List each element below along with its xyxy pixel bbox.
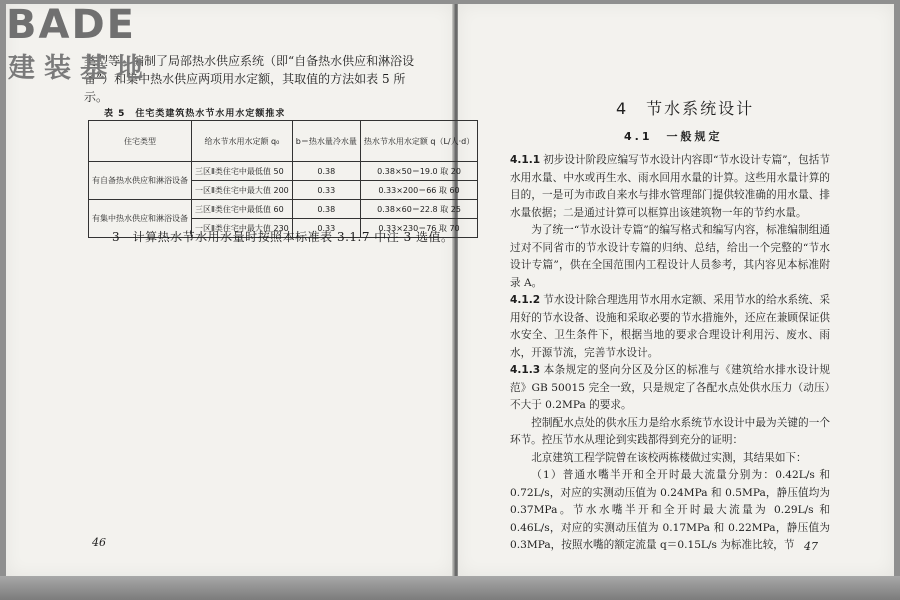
note-3: 3 计算热水节水用水量时按照本标准表 3.1.7 中注 3 选值。 bbox=[112, 230, 454, 244]
clause-number: 4.1.1 bbox=[510, 154, 541, 166]
table-cell: 0.33×230＝76 取 70 bbox=[360, 219, 477, 238]
paragraph-text: 本条规定的竖向分区及分区的标准与《建筑给水排水设计规范》GB 50015 完全一致，只是规定了各配水点处供水压力（动压）不大于 0.2MPa 的要求。 bbox=[510, 364, 830, 411]
table-row bbox=[89, 200, 478, 219]
header-residence-type: 住宅类型 bbox=[89, 121, 192, 162]
table-cell: 0.33 bbox=[292, 181, 360, 200]
clause-paragraph bbox=[510, 362, 830, 415]
left-intro-paragraph: 类型等，编制了局部热水供应系统（即“自备热水供应和淋浴设备”）和集中热水供应两项用水定额，其取值的方法如表 5 所示。 bbox=[84, 54, 415, 104]
table-cell: 0.33×200＝66 取 60 bbox=[360, 181, 477, 200]
scan-bottom-edge bbox=[0, 576, 900, 600]
page-number-right: 47 bbox=[804, 540, 818, 553]
table-cell: 0.33 bbox=[292, 219, 360, 238]
table-5 bbox=[88, 120, 478, 238]
watermark-latin: BADE bbox=[6, 2, 136, 48]
clause-number: 4.1.3 bbox=[510, 364, 541, 376]
table-header-row bbox=[89, 121, 478, 162]
body-paragraph: （1）普通水嘴半开和全开时最大流量分别为：0.42L/s 和 0.72L/s，对应的实测动压值为 0.24MPa 和 0.5MPa，静压值均为 0.37MPa。节水水嘴半开和全开时最大流量为 0.29L/s 和 0.46L/s，对应的实测动压值为 0.17MPa 和 0.22MPa，静压值为 0.3MPa，按照水嘴的额定流量 q＝0.15L/s 为标准比较，节 bbox=[510, 469, 830, 551]
watermark-cjk: 建装基地 bbox=[8, 53, 152, 84]
body-paragraph: 为了统一“节水设计专篇”的编写格式和编写内容，标准编制组通过对不同省市的节水设计专篇的归纳、总结，给出一个完整的“节水设计专篇”，供在全国范围内工程设计人员参考，其内容见本标准附录 A。 bbox=[510, 224, 830, 289]
table-cell: 一区Ⅱ类住宅中最大值 230 bbox=[192, 219, 293, 238]
table-cell: 0.38×50＝19.0 取 20 bbox=[360, 162, 477, 181]
clause-paragraph bbox=[510, 152, 830, 222]
right-page-body bbox=[510, 152, 830, 555]
body-paragraph: 北京建筑工程学院曾在该校两栋楼做过实测，其结果如下： bbox=[531, 451, 807, 464]
table-cell: 三区Ⅱ类住宅中最低值 60 bbox=[192, 200, 293, 219]
header-water-quota: 给水节水用水定额 q₀ bbox=[192, 121, 293, 162]
residence-type-cell: 有集中热水供应和淋浴设备 bbox=[89, 200, 192, 238]
table-cell: 0.38 bbox=[292, 200, 360, 219]
header-hot-cold-ratio: b＝热水量冷水量 bbox=[292, 121, 360, 162]
chapter-title: 4 节水系统设计 bbox=[616, 99, 755, 118]
residence-type-cell: 有自备热水供应和淋浴设备 bbox=[89, 162, 192, 200]
table-5-title: 表 5 住宅类建筑热水节水用水定额推求 bbox=[104, 109, 286, 119]
body-paragraph: 控制配水点处的供水压力是给水系统节水设计中最为关键的一个环节。控压节水从理论到实践都得到充分的证明： bbox=[510, 416, 830, 446]
watermark-logo bbox=[0, 0, 170, 88]
table-cell: 一区Ⅱ类住宅中最大值 200 bbox=[192, 181, 293, 200]
table-cell: 三区Ⅱ类住宅中最低值 50 bbox=[192, 162, 293, 181]
clause-number: 4.1.2 bbox=[510, 294, 541, 306]
page-number-left: 46 bbox=[92, 536, 106, 549]
paragraph-text: 初步设计阶段应编写节水设计内容即“节水设计专篇”，包括节水用水量、中水或再生水、雨水回用水量的计算。这些用水量计算的目的，一是可为市政自来水与排水管理部门提供较准确的用水量、排水量依据；二是通过计算可以框算出该建筑物一年的节约水量。 bbox=[510, 154, 830, 219]
table-cell: 0.38×60＝22.8 取 25 bbox=[360, 200, 477, 219]
section-title: 4.1 一般规定 bbox=[624, 130, 723, 143]
header-hot-water-quota: 热水节水用水定额 q（L/人·d） bbox=[360, 121, 477, 162]
table-row bbox=[89, 162, 478, 181]
clause-paragraph bbox=[510, 292, 830, 362]
paragraph-text: 节水设计除合理选用节水用水定额、采用节水的给水系统、采用好的节水设备、设施和采取必要的节水措施外，还应在兼顾保证供水安全、卫生条件下，根据当地的要求合理设计利用污、废水、雨水，开源节流，完善节水设计。 bbox=[510, 294, 830, 359]
table-cell: 0.38 bbox=[292, 162, 360, 181]
